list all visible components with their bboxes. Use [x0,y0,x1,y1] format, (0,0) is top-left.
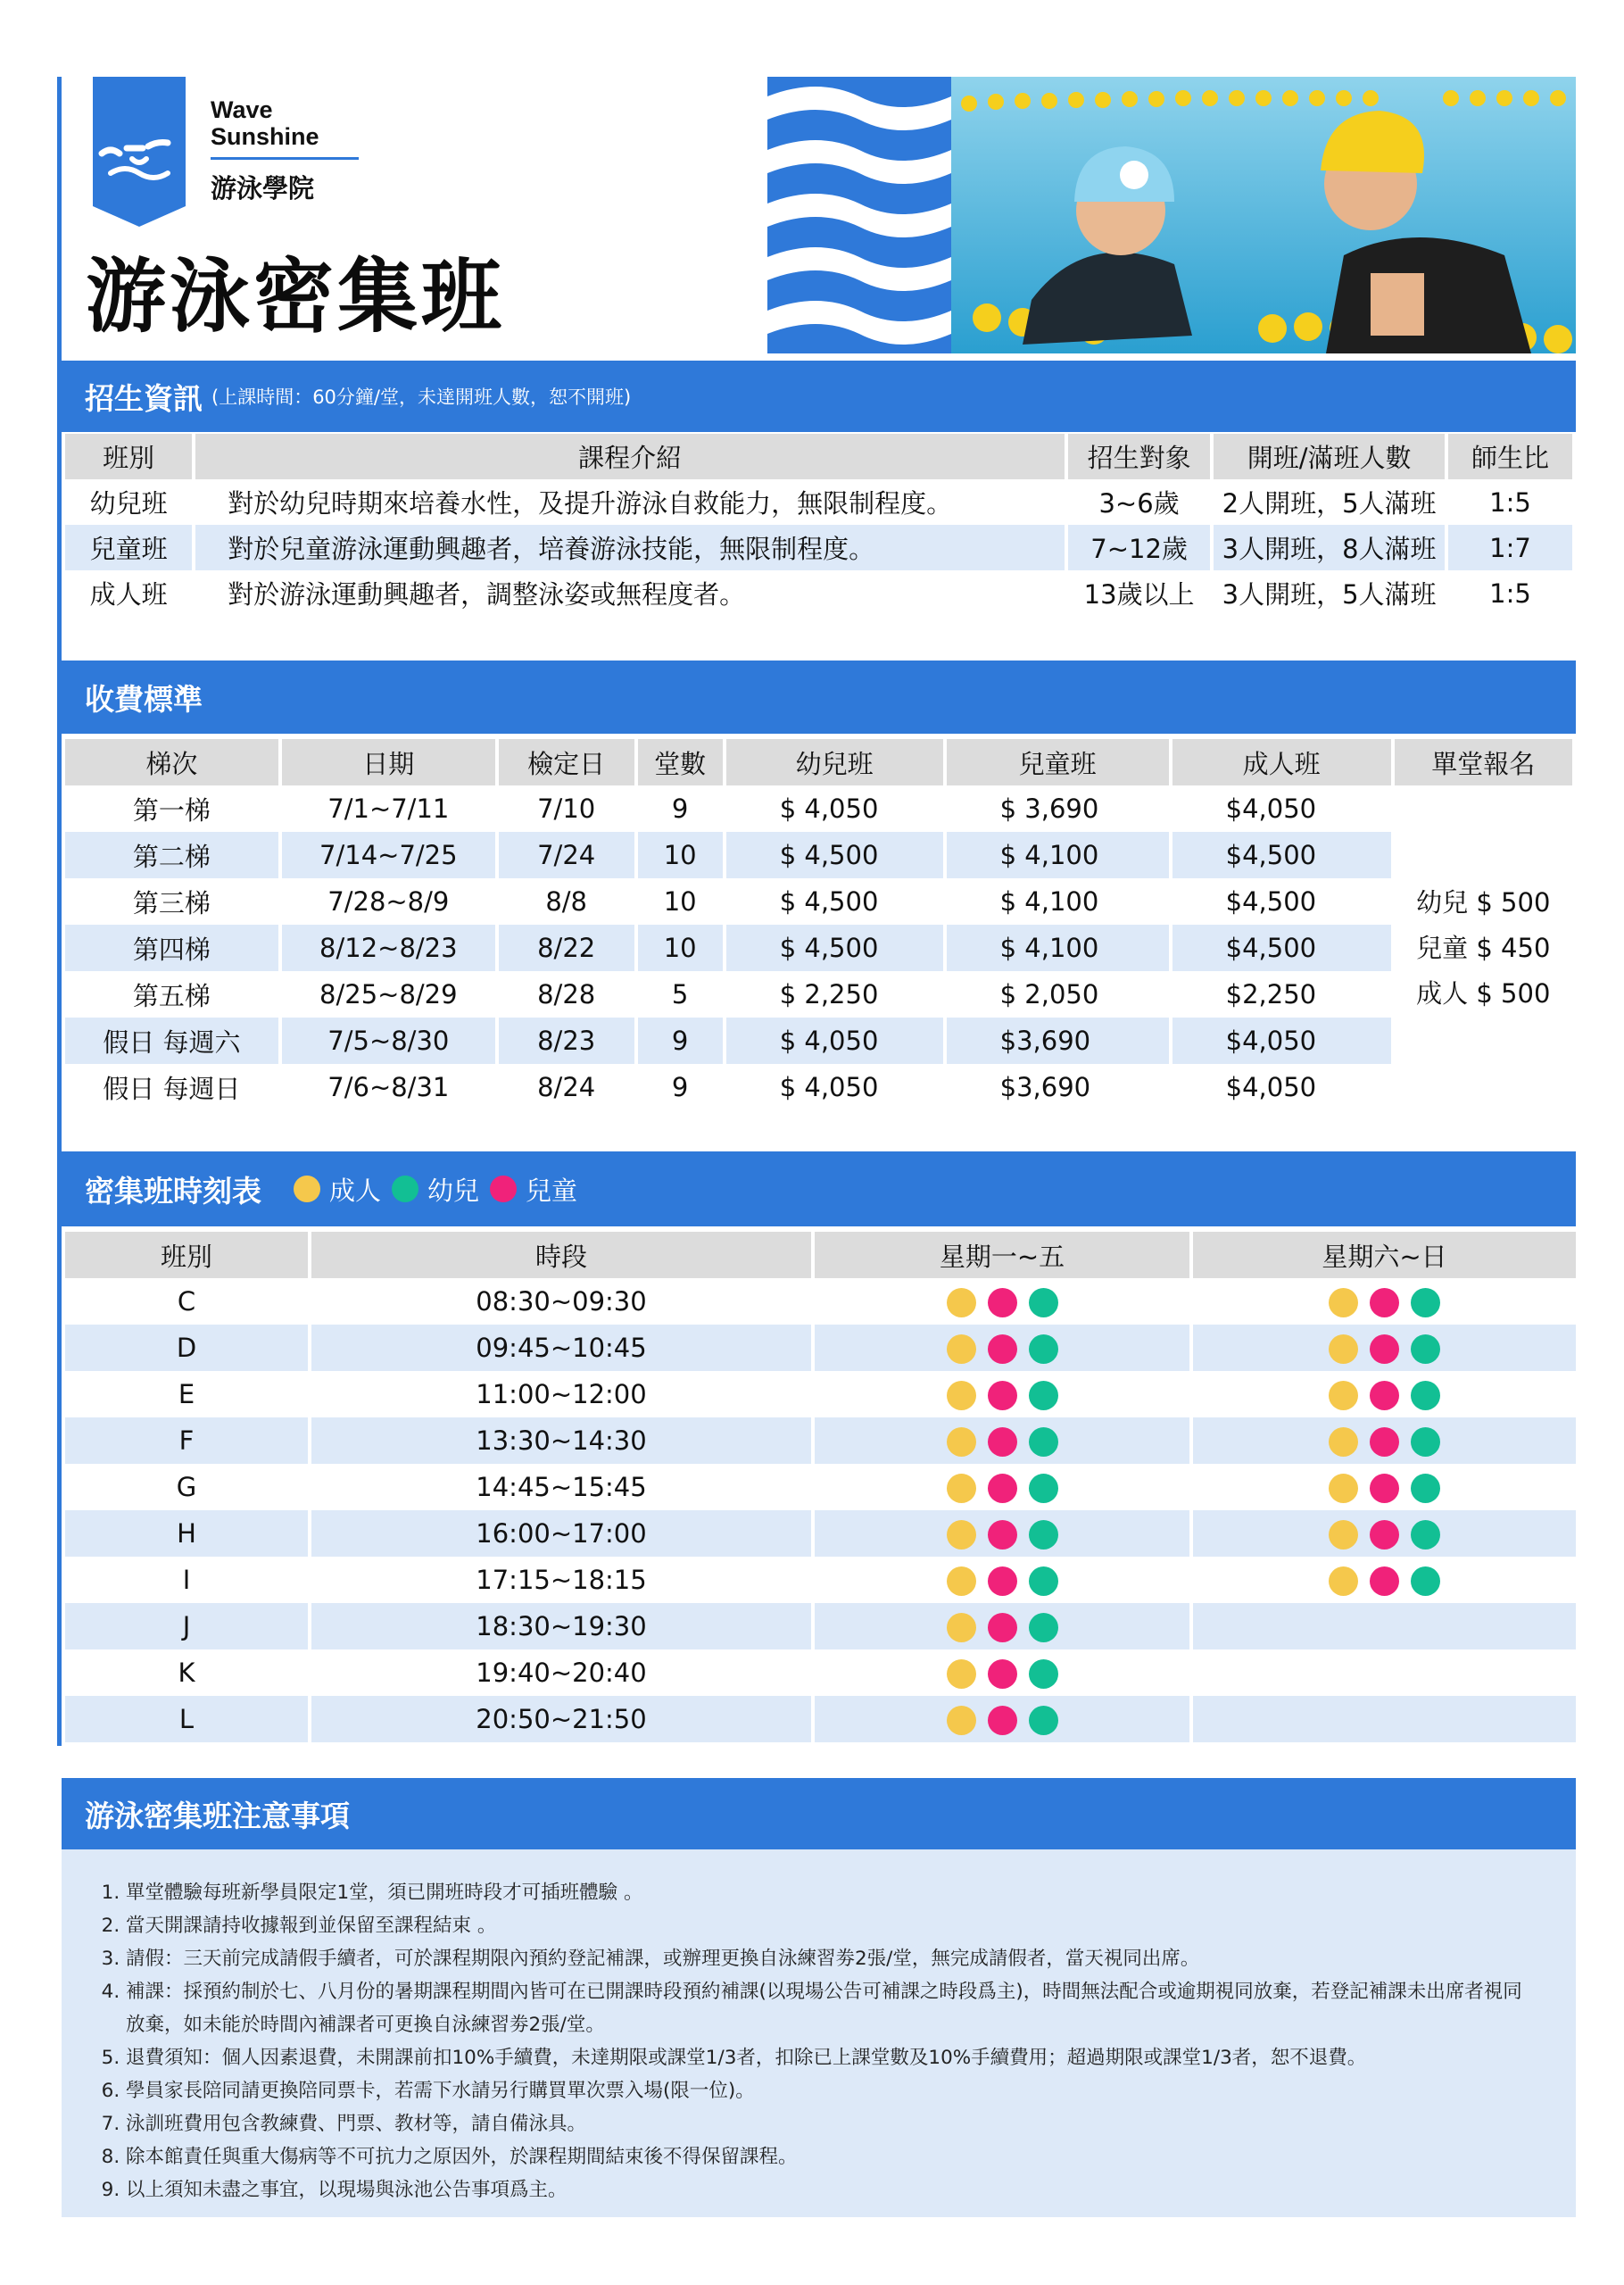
note-item: 5. 退費須知：個人因素退費，未開課前扣10%手續費，未達期限或課堂1/3者，扣除已上課堂數及10%手續費用；超過期限或課堂1/3者，恕不退費。 [126,2041,1540,2074]
fees-cell: $ 2,050 [999,979,1099,1010]
class-availability-dots [947,1381,1058,1410]
fees-cell: 8/12~8/23 [282,925,495,971]
schedule-header-cell: 時段 [311,1232,811,1278]
fees-header-cell: 日期 [282,739,495,785]
fees-cell: 假日 每週日 [103,1073,241,1104]
legend-dot-adult [294,1176,320,1202]
schedule-cell [815,1649,1189,1696]
legend-label-child: 兒童 [526,1175,578,1206]
enroll-table [62,434,1576,616]
availability-dot [947,1613,976,1642]
availability-dot [1029,1659,1058,1689]
availability-dot [988,1613,1017,1642]
schedule-cell: L [65,1696,308,1742]
fees-cell: $4,500 [1225,886,1317,917]
availability-dot [1411,1566,1440,1596]
fees-cell: $ 4,100 [947,925,1169,971]
schedule-cell: 11:00~12:00 [476,1379,647,1409]
enroll-header-cell: 招生對象 [1068,434,1210,479]
table-row [65,1603,1576,1649]
fees-cell: $2,250 [1225,979,1317,1010]
table-row [65,1417,1576,1464]
note-item: 4. 補課：採預約制於七、八月份的暑期課程期間內皆可在已開課時段預約補課(以現場公告可補課之時段爲主)，時間無法配合或逾期視同放棄，若登記補課未出席者視同放棄，如未能於時間內補課者可更換自泳練習劵2張/堂。 [126,1975,1540,2041]
enroll-cell: 3~6歲 [1098,488,1180,519]
fees-cell: $ 4,100 [999,886,1099,917]
availability-dot [988,1520,1017,1550]
brand-name-zh: 游泳學院 [211,173,315,204]
fees-header-cell: 堂數 [638,739,723,785]
schedule-cell [815,1278,1189,1325]
fees-cell: $4,050 [1172,1018,1391,1064]
availability-dot [947,1334,976,1364]
availability-dot [988,1706,1017,1735]
legend-dot-toddler [392,1176,418,1202]
note-item: 2. 當天開課請持收據報到並保留至課程結束 。 [126,1909,1540,1942]
availability-dot [1029,1288,1058,1317]
fees-cell: 8/28 [537,979,596,1010]
enroll-cell: 成人班 [89,579,168,610]
page-title: 游泳密集班 [86,250,505,344]
availability-dot [988,1427,1017,1457]
schedule-cell [1193,1603,1576,1649]
fees-title: 收費標準 [85,681,203,717]
availability-dot [1329,1520,1358,1550]
note-item: 1. 單堂體驗每班新學員限定1堂，須已開班時段才可插班體驗 。 [126,1876,1540,1909]
availability-dot [1411,1474,1440,1503]
schedule-cell [815,1510,1189,1557]
fees-cell: 第二梯 [65,832,278,878]
legend-label-adult: 成人 [329,1175,382,1206]
schedule-cell [815,1557,1189,1603]
schedule-cell: 13:30~14:30 [311,1417,811,1464]
fees-cell: $3,690 [947,1018,1169,1064]
fees-cell: 7/28~8/9 [327,886,450,917]
fees-cell: 第五梯 [132,980,211,1011]
availability-dot [988,1288,1017,1317]
swim-lesson-photo [951,77,1576,353]
table-row [65,1018,1572,1064]
schedule-cell: 14:45~15:45 [476,1472,647,1502]
enroll-cell: 13歲以上 [1083,579,1195,610]
fees-cell: $4,050 [1225,1072,1317,1102]
fees-cell: 10 [638,832,723,878]
fees-cell: $ 2,250 [779,979,879,1010]
enroll-header-cell: 開班/滿班人數 [1214,434,1445,479]
schedule-cell [1193,1510,1576,1557]
fees-cell: 第三梯 [132,887,211,918]
fees-cell: 8/23 [499,1018,634,1064]
fees-header-cell: 兒童班 [947,739,1169,785]
schedule-cell [1193,1649,1576,1696]
table-row [65,971,1572,1018]
fees-cell: 7/10 [537,794,596,824]
class-availability-dots [947,1520,1058,1550]
schedule-cell: 09:45~10:45 [311,1325,811,1371]
fees-cell: 9 [671,1072,689,1102]
availability-dot [1411,1381,1440,1410]
enroll-header-cell: 班別 [65,434,192,479]
schedule-cell: D [65,1325,308,1371]
class-availability-dots [947,1566,1058,1596]
availability-dot [1029,1334,1058,1364]
enroll-note: (上課時間：60分鐘/堂，未達開班人數，恕不開班) [211,386,632,408]
schedule-cell: 17:15~18:15 [476,1565,647,1595]
enroll-header-cell: 課程介紹 [195,434,1065,479]
fees-cell: $ 4,100 [947,832,1169,878]
enroll-cell: 對於兒童游泳運動興趣者，培養游泳技能，無限制程度。 [195,525,1065,570]
table-row [65,1649,1576,1696]
availability-dot [1029,1566,1058,1596]
schedule-cell [1193,1325,1576,1371]
enroll-cell: 2人開班，5人滿班 [1222,488,1437,519]
availability-dot [1029,1613,1058,1642]
schedule-cell: 19:40~20:40 [476,1658,647,1688]
note-item: 7. 泳訓班費用包含教練費、門票、教材等，請自備泳具。 [126,2107,1540,2140]
fees-cell: 第一梯 [132,794,211,826]
fees-section-header [62,661,1576,734]
schedule-cell [1193,1557,1576,1603]
single-price-item: 成人 $ 500 [1416,977,1551,1009]
schedule-cell [815,1325,1189,1371]
availability-dot [947,1706,976,1735]
class-availability-dots [947,1659,1058,1689]
single-session-prices [1395,785,1572,1110]
availability-dot [1370,1288,1399,1317]
availability-dot [947,1474,976,1503]
table-row [65,1464,1576,1510]
notes-list [88,1876,1540,2206]
availability-dot [988,1474,1017,1503]
enroll-cell: 1:7 [1448,525,1572,570]
schedule-cell: 16:00~17:00 [311,1510,811,1557]
class-availability-dots [1329,1566,1440,1596]
availability-dot [1329,1288,1358,1317]
availability-dot [1411,1427,1440,1457]
note-item: 3. 請假：三天前完成請假手續者，可於課程期限內預約登記補課，或辦理更換自泳練習劵2張/堂，無完成請假者，當天視同出席。 [126,1942,1540,1975]
fees-cell: $ 4,500 [779,886,879,917]
availability-dot [1329,1334,1358,1364]
schedule-cell: K [178,1658,195,1688]
brand-name-en-1: Wave [211,96,273,123]
fees-cell: 10 [663,886,697,917]
notes-title: 游泳密集班注意事項 [85,1798,350,1833]
fees-cell: 8/24 [537,1072,596,1102]
brand-divider [211,157,359,160]
table-row [65,479,1572,525]
fees-cell: 10 [638,925,723,971]
availability-dot [1370,1334,1399,1364]
schedule-cell [815,1696,1189,1742]
enroll-cell: 1:5 [1489,486,1531,518]
availability-dot [1370,1474,1399,1503]
schedule-cell [1193,1371,1576,1417]
schedule-cell: E [178,1379,195,1409]
class-availability-dots [947,1334,1058,1364]
fees-cell: $4,050 [1225,794,1317,824]
enroll-cell: 兒童班 [65,525,192,570]
enroll-cell: 3人開班，8人滿班 [1214,525,1445,570]
table-row [65,1064,1572,1110]
class-availability-dots [947,1613,1058,1642]
class-availability-dots [1329,1381,1440,1410]
availability-dot [1370,1381,1399,1410]
availability-dot [1370,1566,1399,1596]
availability-dot [947,1427,976,1457]
wave-sunshine-logo-icon [93,77,186,227]
availability-dot [1329,1566,1358,1596]
table-row [65,785,1572,832]
availability-dot [988,1566,1017,1596]
availability-dot [988,1334,1017,1364]
schedule-header-cell: 星期一~五 [815,1232,1189,1278]
schedule-table [62,1232,1579,1742]
fees-cell: 7/14~7/25 [282,832,495,878]
schedule-cell [815,1371,1189,1417]
note-item: 8. 除本館責任與重大傷病等不可抗力之原因外，於課程期間結束後不得保留課程。 [126,2140,1540,2173]
availability-dot [1370,1427,1399,1457]
fees-cell: $ 4,050 [779,794,879,824]
single-price-item: 兒童 $ 450 [1416,932,1551,963]
availability-dot [1411,1288,1440,1317]
availability-dot [1029,1381,1058,1410]
class-availability-dots [947,1288,1058,1317]
schedule-cell: 18:30~19:30 [311,1603,811,1649]
fees-cell: 假日 每週六 [65,1018,278,1064]
schedule-section-header [62,1151,1576,1226]
schedule-cell: 08:30~09:30 [476,1286,647,1317]
fees-cell: $ 4,500 [726,832,943,878]
table-row [65,925,1572,971]
single-price-item: 幼兒 $ 500 [1416,886,1551,918]
notes-box [62,1849,1576,2217]
fees-table [62,739,1576,1110]
legend-dot-child [490,1176,517,1202]
fees-cell: $ 4,050 [779,1072,879,1102]
table-row [65,1371,1576,1417]
note-item: 9. 以上須知未盡之事宜，以現場與泳池公告事項爲主。 [126,2173,1540,2206]
availability-dot [1329,1427,1358,1457]
table-row [65,570,1572,616]
fees-header-cell: 單堂報名 [1395,739,1572,785]
availability-dot [988,1381,1017,1410]
schedule-cell: G [176,1472,197,1502]
schedule-cell: I [182,1565,191,1595]
availability-dot [1370,1520,1399,1550]
schedule-cell: 20:50~21:50 [311,1696,811,1742]
enroll-cell: 1:5 [1489,577,1531,609]
note-item: 6. 學員家長陪同請更換陪同票卡，若需下水請另行購買單次票入場(限一位)。 [126,2074,1540,2107]
enroll-header-row [65,434,1572,479]
fees-cell: 7/5~8/30 [282,1018,495,1064]
schedule-legend [283,1171,577,1208]
table-row [65,832,1572,878]
class-availability-dots [1329,1520,1440,1550]
availability-dot [1411,1520,1440,1550]
fees-cell: $ 4,050 [726,1018,943,1064]
table-row [65,878,1572,925]
fees-header-cell: 幼兒班 [726,739,943,785]
class-availability-dots [947,1427,1058,1457]
table-row [65,1510,1576,1557]
schedule-cell [1193,1464,1576,1510]
fees-cell: 5 [671,979,689,1010]
schedule-cell [1193,1278,1576,1325]
schedule-header-cell: 班別 [65,1232,308,1278]
fees-header-cell: 梯次 [65,739,278,785]
fees-cell: $4,500 [1172,925,1391,971]
availability-dot [1029,1427,1058,1457]
fees-header-cell: 成人班 [1172,739,1391,785]
availability-dot [947,1659,976,1689]
enroll-title: 招生資訊 [85,380,203,416]
notes-section-header [62,1778,1576,1849]
class-availability-dots [947,1474,1058,1503]
schedule-header-cell: 星期六~日 [1193,1232,1576,1278]
schedule-cell: J [65,1603,308,1649]
enroll-cell: 對於幼兒時期來培養水性，及提升游泳自救能力，無限制程度。 [228,488,953,519]
fees-cell: 8/25~8/29 [319,979,458,1010]
enroll-cell: 對於游泳運動興趣者，調整泳姿或無程度者。 [228,579,746,610]
fees-cell: $3,690 [999,1072,1091,1102]
enroll-header-cell: 師生比 [1448,434,1572,479]
fees-cell: 7/6~8/31 [327,1072,450,1102]
brand-block [211,96,359,205]
schedule-cell [815,1464,1189,1510]
fees-cell: 第四梯 [65,925,278,971]
availability-dot [988,1659,1017,1689]
class-availability-dots [1329,1288,1440,1317]
table-row [65,1278,1576,1325]
availability-dot [1411,1334,1440,1364]
availability-dot [1029,1474,1058,1503]
fees-cell: 7/1~7/11 [327,794,450,824]
brand-name-en-2: Sunshine [211,123,319,150]
class-availability-dots [1329,1427,1440,1457]
wave-pattern-graphic [767,77,951,353]
enroll-section-header [62,361,1576,432]
fees-cell: $ 4,500 [726,925,943,971]
enroll-cell: 7~12歲 [1068,525,1210,570]
table-row [65,1557,1576,1603]
fees-cell: $4,500 [1172,832,1391,878]
availability-dot [947,1566,976,1596]
fees-cell: 9 [671,794,689,824]
schedule-cell [815,1603,1189,1649]
schedule-cell: C [177,1286,196,1317]
schedule-cell: H [65,1510,308,1557]
schedule-title: 密集班時刻表 [85,1173,261,1209]
enroll-cell: 3人開班，5人滿班 [1222,579,1437,610]
class-availability-dots [1329,1474,1440,1503]
enroll-cell: 幼兒班 [89,488,168,519]
class-availability-dots [1329,1334,1440,1364]
class-availability-dots [947,1706,1058,1735]
schedule-header-row [65,1232,1576,1278]
fees-cell: 8/8 [545,886,587,917]
availability-dot [1329,1474,1358,1503]
fees-cell: 9 [638,1018,723,1064]
availability-dot [1029,1706,1058,1735]
availability-dot [947,1381,976,1410]
schedule-cell [815,1417,1189,1464]
table-row [65,525,1572,570]
fees-header-cell: 檢定日 [499,739,634,785]
schedule-cell: F [65,1417,308,1464]
availability-dot [1029,1520,1058,1550]
availability-dot [947,1520,976,1550]
fees-cell: $ 3,690 [999,794,1099,824]
schedule-cell [1193,1696,1576,1742]
table-row [65,1696,1576,1742]
legend-label-toddler: 幼兒 [427,1175,480,1206]
table-row [65,1325,1576,1371]
fees-header-row [65,739,1572,785]
schedule-cell [1193,1417,1576,1464]
fees-cell: 7/24 [499,832,634,878]
availability-dot [947,1288,976,1317]
availability-dot [1329,1381,1358,1410]
fees-cell: 8/22 [499,925,634,971]
